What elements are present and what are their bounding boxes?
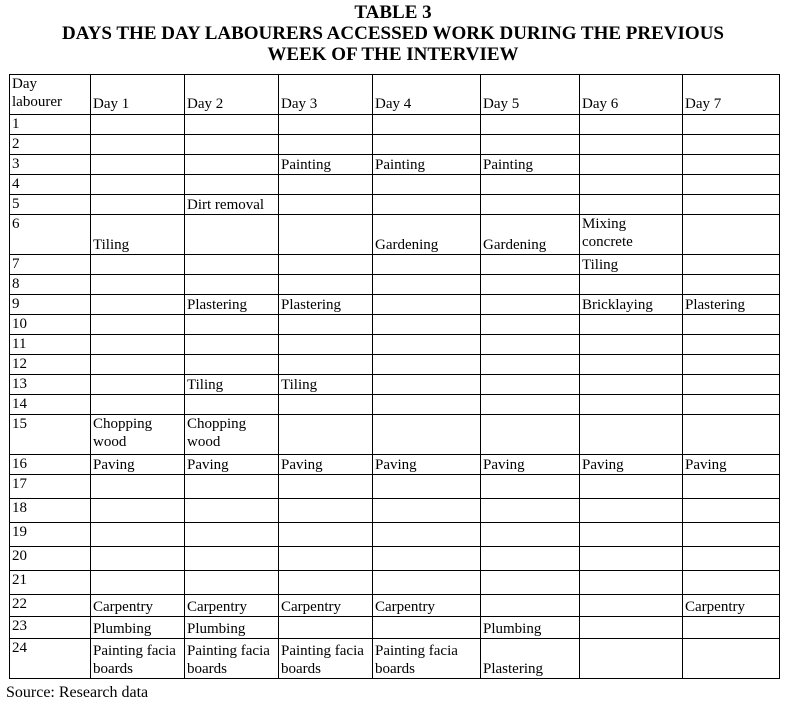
cell-day-7 bbox=[683, 395, 780, 415]
cell-day-7 bbox=[683, 215, 780, 255]
row-number: 12 bbox=[10, 355, 91, 375]
cell-day-6: Tiling bbox=[580, 255, 683, 275]
cell-day-2 bbox=[185, 547, 279, 571]
cell-day-1: Carpentry bbox=[91, 595, 185, 617]
cell-day-4 bbox=[373, 195, 481, 215]
row-number: 18 bbox=[10, 499, 91, 523]
cell-day-5 bbox=[481, 295, 580, 315]
cell-day-6 bbox=[580, 375, 683, 395]
cell-day-2: Carpentry bbox=[185, 595, 279, 617]
cell-day-2: Plastering bbox=[185, 295, 279, 315]
cell-day-7: Paving bbox=[683, 455, 780, 475]
cell-day-3 bbox=[279, 523, 373, 547]
cell-day-6 bbox=[580, 275, 683, 295]
cell-day-1 bbox=[91, 571, 185, 595]
cell-day-4 bbox=[373, 415, 481, 455]
cell-day-4 bbox=[373, 475, 481, 499]
cell-day-6 bbox=[580, 499, 683, 523]
cell-day-3 bbox=[279, 475, 373, 499]
cell-day-5 bbox=[481, 135, 580, 155]
cell-day-6 bbox=[580, 475, 683, 499]
cell-day-3 bbox=[279, 195, 373, 215]
cell-day-6 bbox=[580, 395, 683, 415]
cell-day-3 bbox=[279, 395, 373, 415]
cell-day-4 bbox=[373, 523, 481, 547]
cell-day-4 bbox=[373, 275, 481, 295]
row-number: 14 bbox=[10, 395, 91, 415]
table-row bbox=[10, 335, 780, 355]
cell-day-6: Mixing concrete bbox=[580, 215, 683, 255]
cell-day-4 bbox=[373, 295, 481, 315]
cell-day-1 bbox=[91, 395, 185, 415]
row-number: 5 bbox=[10, 195, 91, 215]
cell-day-4 bbox=[373, 115, 481, 135]
cell-day-1 bbox=[91, 175, 185, 195]
cell-day-4 bbox=[373, 547, 481, 571]
cell-day-6 bbox=[580, 195, 683, 215]
row-number: 24 bbox=[10, 639, 91, 679]
cell-day-4: Painting bbox=[373, 155, 481, 175]
cell-day-6 bbox=[580, 571, 683, 595]
table-row bbox=[10, 639, 780, 679]
cell-day-6 bbox=[580, 415, 683, 455]
cell-day-7 bbox=[683, 375, 780, 395]
cell-day-1: Tiling bbox=[91, 215, 185, 255]
cell-day-6 bbox=[580, 547, 683, 571]
row-number: 13 bbox=[10, 375, 91, 395]
cell-day-2 bbox=[185, 115, 279, 135]
header-day-1: Day 1 bbox=[91, 75, 185, 115]
cell-day-4 bbox=[373, 315, 481, 335]
cell-day-4: Paving bbox=[373, 455, 481, 475]
cell-day-2 bbox=[185, 523, 279, 547]
cell-day-2: Painting facia boards bbox=[185, 639, 279, 679]
cell-day-1 bbox=[91, 295, 185, 315]
cell-day-5 bbox=[481, 255, 580, 275]
cell-day-4 bbox=[373, 395, 481, 415]
cell-day-1 bbox=[91, 315, 185, 335]
table-row bbox=[10, 295, 780, 315]
row-number: 17 bbox=[10, 475, 91, 499]
cell-day-2 bbox=[185, 315, 279, 335]
cell-day-2 bbox=[185, 355, 279, 375]
cell-day-1 bbox=[91, 335, 185, 355]
table-row bbox=[10, 215, 780, 255]
cell-day-4: Painting facia boards bbox=[373, 639, 481, 679]
cell-day-2 bbox=[185, 275, 279, 295]
table-row bbox=[10, 475, 780, 499]
cell-day-2 bbox=[185, 571, 279, 595]
cell-day-6 bbox=[580, 617, 683, 639]
cell-day-3: Carpentry bbox=[279, 595, 373, 617]
table-row bbox=[10, 375, 780, 395]
cell-day-6 bbox=[580, 315, 683, 335]
row-number: 7 bbox=[10, 255, 91, 275]
cell-day-7 bbox=[683, 255, 780, 275]
row-number: 10 bbox=[10, 315, 91, 335]
header-day-7: Day 7 bbox=[683, 75, 780, 115]
cell-day-4 bbox=[373, 335, 481, 355]
cell-day-5 bbox=[481, 355, 580, 375]
cell-day-2 bbox=[185, 255, 279, 275]
cell-day-7 bbox=[683, 499, 780, 523]
table-row bbox=[10, 499, 780, 523]
cell-day-3 bbox=[279, 255, 373, 275]
table-row bbox=[10, 175, 780, 195]
row-number: 11 bbox=[10, 335, 91, 355]
cell-day-5 bbox=[481, 547, 580, 571]
table-row bbox=[10, 315, 780, 335]
table-row bbox=[10, 455, 780, 475]
cell-day-3 bbox=[279, 275, 373, 295]
cell-day-5: Plastering bbox=[481, 639, 580, 679]
cell-day-7 bbox=[683, 315, 780, 335]
cell-day-3 bbox=[279, 355, 373, 375]
cell-day-4 bbox=[373, 571, 481, 595]
table-caption-line-2: WEEK OF THE INTERVIEW bbox=[267, 44, 519, 65]
cell-day-3 bbox=[279, 617, 373, 639]
cell-day-1 bbox=[91, 135, 185, 155]
table-row bbox=[10, 595, 780, 617]
table-row bbox=[10, 617, 780, 639]
table-row bbox=[10, 275, 780, 295]
cell-day-5 bbox=[481, 499, 580, 523]
cell-day-4 bbox=[373, 499, 481, 523]
table-row bbox=[10, 523, 780, 547]
cell-day-1: Plumbing bbox=[91, 617, 185, 639]
header-row bbox=[10, 75, 780, 115]
cell-day-5: Gardening bbox=[481, 215, 580, 255]
cell-day-3 bbox=[279, 135, 373, 155]
cell-day-1 bbox=[91, 275, 185, 295]
row-number: 19 bbox=[10, 523, 91, 547]
cell-day-2 bbox=[185, 335, 279, 355]
cell-day-4: Gardening bbox=[373, 215, 481, 255]
cell-day-6 bbox=[580, 335, 683, 355]
cell-day-7 bbox=[683, 135, 780, 155]
row-number: 22 bbox=[10, 595, 91, 617]
table-row bbox=[10, 395, 780, 415]
header-day-labourer: Day labourer bbox=[10, 75, 91, 115]
table-row bbox=[10, 547, 780, 571]
row-number: 20 bbox=[10, 547, 91, 571]
header-day-5: Day 5 bbox=[481, 75, 580, 115]
cell-day-6: Paving bbox=[580, 455, 683, 475]
row-number: 4 bbox=[10, 175, 91, 195]
cell-day-2 bbox=[185, 175, 279, 195]
cell-day-3 bbox=[279, 335, 373, 355]
cell-day-2 bbox=[185, 395, 279, 415]
cell-day-3 bbox=[279, 547, 373, 571]
row-number: 6 bbox=[10, 215, 91, 255]
cell-day-4: Carpentry bbox=[373, 595, 481, 617]
cell-day-5 bbox=[481, 315, 580, 335]
cell-day-3 bbox=[279, 571, 373, 595]
cell-day-4 bbox=[373, 255, 481, 275]
cell-day-7 bbox=[683, 415, 780, 455]
cell-day-2: Paving bbox=[185, 455, 279, 475]
row-number: 21 bbox=[10, 571, 91, 595]
cell-day-5 bbox=[481, 475, 580, 499]
cell-day-5 bbox=[481, 523, 580, 547]
cell-day-2 bbox=[185, 135, 279, 155]
cell-day-2: Chopping wood bbox=[185, 415, 279, 455]
table-row bbox=[10, 571, 780, 595]
cell-day-2 bbox=[185, 499, 279, 523]
header-day-6: Day 6 bbox=[580, 75, 683, 115]
cell-day-7 bbox=[683, 275, 780, 295]
cell-day-5 bbox=[481, 175, 580, 195]
row-number: 3 bbox=[10, 155, 91, 175]
cell-day-3 bbox=[279, 499, 373, 523]
table-caption-line-1: DAYS THE DAY LABOURERS ACCESSED WORK DURING THE PREVIOUS bbox=[61, 23, 724, 44]
table-row bbox=[10, 115, 780, 135]
cell-day-7 bbox=[683, 639, 780, 679]
cell-day-2 bbox=[185, 475, 279, 499]
cell-day-7 bbox=[683, 175, 780, 195]
cell-day-5 bbox=[481, 595, 580, 617]
row-number: 8 bbox=[10, 275, 91, 295]
cell-day-6 bbox=[580, 155, 683, 175]
cell-day-6 bbox=[580, 115, 683, 135]
cell-day-5: Plumbing bbox=[481, 617, 580, 639]
cell-day-1: Chopping wood bbox=[91, 415, 185, 455]
cell-day-6 bbox=[580, 355, 683, 375]
cell-day-3 bbox=[279, 315, 373, 335]
cell-day-5 bbox=[481, 195, 580, 215]
cell-day-5 bbox=[481, 275, 580, 295]
cell-day-1 bbox=[91, 547, 185, 571]
cell-day-4 bbox=[373, 175, 481, 195]
cell-day-1: Paving bbox=[91, 455, 185, 475]
cell-day-7 bbox=[683, 155, 780, 175]
row-number: 9 bbox=[10, 295, 91, 315]
cell-day-7 bbox=[683, 335, 780, 355]
row-number: 2 bbox=[10, 135, 91, 155]
cell-day-1 bbox=[91, 115, 185, 135]
cell-day-6 bbox=[580, 523, 683, 547]
cell-day-7 bbox=[683, 547, 780, 571]
cell-day-6: Bricklaying bbox=[580, 295, 683, 315]
cell-day-5: Painting bbox=[481, 155, 580, 175]
cell-day-5 bbox=[481, 335, 580, 355]
header-day-4: Day 4 bbox=[373, 75, 481, 115]
cell-day-6 bbox=[580, 595, 683, 617]
cell-day-3 bbox=[279, 115, 373, 135]
cell-day-1 bbox=[91, 523, 185, 547]
table-number: TABLE 3 bbox=[354, 2, 432, 23]
row-number: 15 bbox=[10, 415, 91, 455]
cell-day-1 bbox=[91, 375, 185, 395]
cell-day-7 bbox=[683, 115, 780, 135]
cell-day-6 bbox=[580, 175, 683, 195]
labour-table bbox=[9, 74, 780, 679]
cell-day-1: Painting facia boards bbox=[91, 639, 185, 679]
cell-day-2 bbox=[185, 155, 279, 175]
cell-day-3 bbox=[279, 215, 373, 255]
row-number: 23 bbox=[10, 617, 91, 639]
cell-day-1 bbox=[91, 499, 185, 523]
cell-day-1 bbox=[91, 355, 185, 375]
cell-day-5 bbox=[481, 571, 580, 595]
cell-day-2: Tiling bbox=[185, 375, 279, 395]
cell-day-7 bbox=[683, 195, 780, 215]
cell-day-5: Paving bbox=[481, 455, 580, 475]
cell-day-4 bbox=[373, 375, 481, 395]
cell-day-7 bbox=[683, 571, 780, 595]
cell-day-3: Painting facia boards bbox=[279, 639, 373, 679]
cell-day-1 bbox=[91, 195, 185, 215]
cell-day-2 bbox=[185, 215, 279, 255]
row-number: 16 bbox=[10, 455, 91, 475]
cell-day-6 bbox=[580, 639, 683, 679]
cell-day-7 bbox=[683, 523, 780, 547]
cell-day-4 bbox=[373, 617, 481, 639]
table-title bbox=[0, 2, 786, 65]
cell-day-5 bbox=[481, 375, 580, 395]
cell-day-5 bbox=[481, 395, 580, 415]
cell-day-3: Plastering bbox=[279, 295, 373, 315]
row-number: 1 bbox=[10, 115, 91, 135]
table-row bbox=[10, 355, 780, 375]
cell-day-7 bbox=[683, 617, 780, 639]
source-note: Source: Research data bbox=[6, 684, 149, 701]
table-body bbox=[10, 115, 780, 679]
cell-day-1 bbox=[91, 255, 185, 275]
cell-day-2: Plumbing bbox=[185, 617, 279, 639]
cell-day-7 bbox=[683, 475, 780, 499]
header-day-2: Day 2 bbox=[185, 75, 279, 115]
cell-day-4 bbox=[373, 355, 481, 375]
table-row bbox=[10, 255, 780, 275]
table-row bbox=[10, 195, 780, 215]
cell-day-3 bbox=[279, 175, 373, 195]
cell-day-3: Tiling bbox=[279, 375, 373, 395]
cell-day-6 bbox=[580, 135, 683, 155]
header-day-3: Day 3 bbox=[279, 75, 373, 115]
cell-day-3 bbox=[279, 415, 373, 455]
table-row bbox=[10, 415, 780, 455]
cell-day-1 bbox=[91, 475, 185, 499]
cell-day-2: Dirt removal bbox=[185, 195, 279, 215]
cell-day-7: Plastering bbox=[683, 295, 780, 315]
cell-day-5 bbox=[481, 115, 580, 135]
cell-day-3: Painting bbox=[279, 155, 373, 175]
table-row bbox=[10, 135, 780, 155]
cell-day-5 bbox=[481, 415, 580, 455]
cell-day-4 bbox=[373, 135, 481, 155]
cell-day-7: Carpentry bbox=[683, 595, 780, 617]
table-row bbox=[10, 155, 780, 175]
cell-day-3: Paving bbox=[279, 455, 373, 475]
cell-day-7 bbox=[683, 355, 780, 375]
cell-day-1 bbox=[91, 155, 185, 175]
